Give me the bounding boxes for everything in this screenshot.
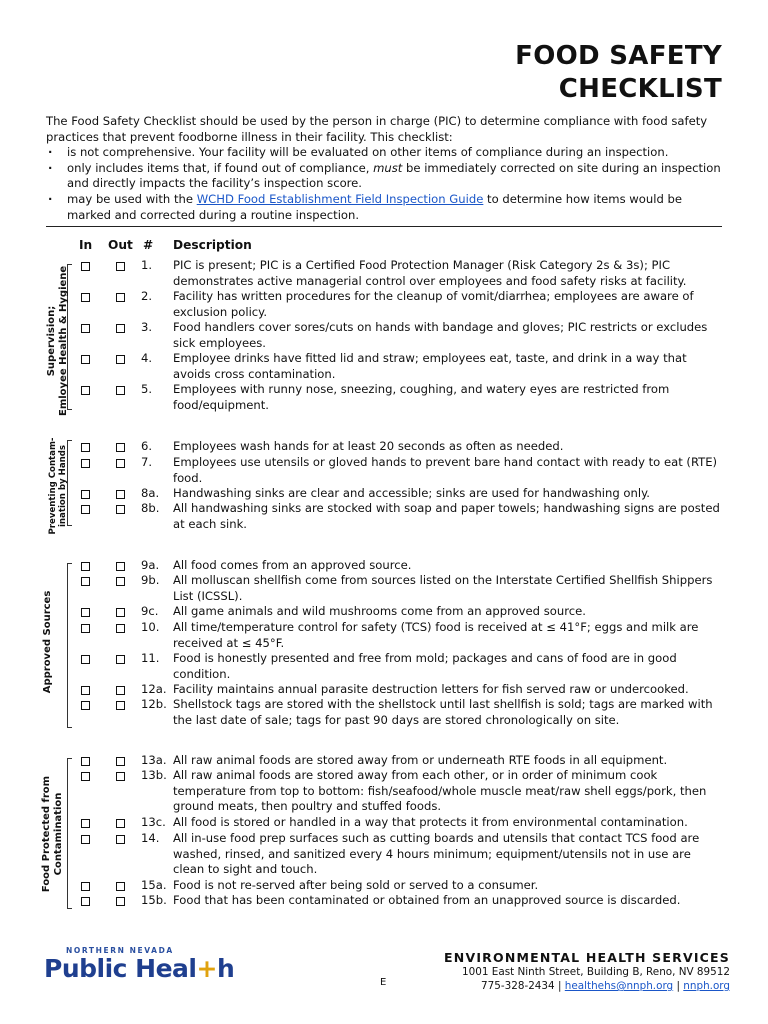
bullet-emphasis: must [373,160,403,175]
bullet-text: may be used with the [67,191,197,206]
divider [46,226,722,227]
item-description: Employees use utensils or gloved hands to prevent bare hand contact with ready to eat (RTE) food. [173,455,718,485]
separator: | [676,980,680,992]
org-name: ENVIRONMENTAL HEALTH SERVICES [444,950,730,965]
in-checkbox[interactable] [81,262,90,271]
title-line-1: FOOD SAFETY [515,41,722,71]
section-label-line: Supervision; [46,305,57,377]
intro-bullet [46,192,726,223]
out-checkbox[interactable] [116,577,125,586]
out-checkbox[interactable] [116,608,125,617]
address: 1001 East Ninth Street, Building B, Reno, NV 89512 [462,966,730,978]
in-checkbox[interactable] [81,882,90,891]
out-checkbox[interactable] [116,262,125,271]
item-description: All molluscan shellfish come from sources listed on the Interstate Certified Shellfish Shippers List (ICSSL). [173,573,713,603]
out-checkbox[interactable] [116,686,125,695]
in-checkbox[interactable] [81,819,90,828]
intro-bullet [46,145,726,161]
inspection-guide-link[interactable]: WCHD Food Establishment Field Inspection Guide [196,191,484,206]
item-number: 3. [141,320,153,334]
title-line-2: CHECKLIST [558,74,722,104]
item-number: 13c. [141,815,166,829]
logo-text-end: h [216,954,235,983]
item-description: Food is honestly presented and free from mold; packages and cans of food are in good condition. [173,651,677,681]
out-checkbox[interactable] [116,293,125,302]
item-description: All raw animal foods are stored away from or underneath RTE foods in all equipment. [173,753,668,767]
section-label [46,266,70,416]
item-description: Shellstock tags are stored with the shellstock until last shellfish is sold; tags are marked with the last date of sale; tags for past 90 days are stored chronologically on site. [173,697,713,727]
item-description: All food is stored or handled in a way that protects it from environmental contamination. [173,815,688,829]
section-label-line: ination by Hands [58,444,68,528]
out-checkbox[interactable] [116,562,125,571]
logo-region: NORTHERN NEVADA [66,946,174,955]
section-label [48,436,68,536]
section-label [42,582,54,702]
item-number: 1. [141,258,153,272]
in-checkbox[interactable] [81,757,90,766]
out-checkbox[interactable] [116,355,125,364]
section-label-line: Approved Sources [42,590,53,694]
contact-line [444,979,730,993]
in-checkbox[interactable] [81,443,90,452]
page-letter: E [380,977,387,988]
item-description: Employee drinks have fitted lid and straw; employees eat, taste, and drink in a way that avoids cross contamination. [173,351,687,381]
in-checkbox[interactable] [81,459,90,468]
item-number: 13a. [141,753,167,767]
item-description: Food handlers cover sores/cuts on hands with bandage and gloves; PIC restricts or excludes sick employees. [173,320,708,350]
item-number: 9a. [141,558,160,572]
item-number: 15a. [141,878,167,892]
website-link[interactable]: nnph.org [683,980,730,992]
col-header-out: Out [108,238,133,252]
item-description: All game animals and wild mushrooms come from an approved source. [173,604,586,618]
nnph-logo [44,946,234,983]
out-checkbox[interactable] [116,701,125,710]
item-description: All time/temperature control for safety (TCS) food is received at ≤ 41°F; eggs and milk are received at ≤ 45°F. [173,620,699,650]
out-checkbox[interactable] [116,386,125,395]
in-checkbox[interactable] [81,772,90,781]
col-header-in: In [79,238,93,252]
item-number: 9b. [141,573,160,587]
item-description: Handwashing sinks are clear and accessible; sinks are used for handwashing only. [173,486,650,500]
bullet-text: be immediately corrected on site during an inspection and directly impacts the facility’s inspection score. [67,160,721,191]
item-number: 4. [141,351,153,365]
out-checkbox[interactable] [116,655,125,664]
item-number: 5. [141,382,153,396]
out-checkbox[interactable] [116,757,125,766]
bullet-text: only includes items that, if found out of compliance, [67,160,374,175]
in-checkbox[interactable] [81,490,90,499]
out-checkbox[interactable] [116,772,125,781]
in-checkbox[interactable] [81,701,90,710]
item-number: 14. [141,831,160,845]
item-description: PIC is present; PIC is a Certified Food Protection Manager (Risk Category 2s & 3s); PIC demonstrates active managerial control over employees and food safety risks at facility. [173,258,687,288]
in-checkbox[interactable] [81,608,90,617]
item-description: Facility has written procedures for the cleanup of vomit/diarrhea; employees are aware of exclusion policy. [173,289,694,319]
intro-bullets [46,145,726,223]
in-checkbox[interactable] [81,686,90,695]
intro-paragraph: The Food Safety Checklist should be used by the person in charge (PIC) to determine compliance with food safety practices that prevent foodborne illness in their facility. This checklist: [46,114,708,144]
section-bracket [67,758,72,909]
item-number: 9c. [141,604,159,618]
item-description: All raw animal foods are stored away from each other, or in order of minimum cook temperature from top to bottom: fish/seafood/whole muscle meat/raw shell eggs/pork, then ground meats, then poultry and stuffed foods. [173,768,707,814]
out-checkbox[interactable] [116,835,125,844]
item-number: 6. [141,439,153,453]
logo-text: Public Heal [44,954,197,983]
separator: | [557,980,562,992]
item-description: Food that has been contaminated or obtained from an unapproved source is discarded. [173,893,681,907]
item-number: 12b. [141,697,167,711]
page-title [515,40,722,106]
bullet-text: to determine how items would be marked and corrected during a routine inspection. [67,191,682,222]
section-label-line: Emloyee Health & Hygiene [58,265,69,416]
item-number: 13b. [141,768,167,782]
out-checkbox[interactable] [116,819,125,828]
in-checkbox[interactable] [81,293,90,302]
logo-wordmark [44,955,234,983]
item-number: 12a. [141,682,167,696]
item-description: Employees wash hands for at least 20 seconds as often as needed. [173,439,564,453]
out-checkbox[interactable] [116,624,125,633]
col-header-description: Description [173,238,252,252]
in-checkbox[interactable] [81,386,90,395]
item-number: 2. [141,289,153,303]
item-number: 7. [141,455,153,469]
item-description: All handwashing sinks are stocked with soap and paper towels; handwashing signs are posted at each sink. [173,501,720,531]
bullet-text: is not comprehensive. Your facility will be evaluated on other items of compliance during an inspection. [67,145,669,160]
out-checkbox[interactable] [116,882,125,891]
item-number: 10. [141,620,160,634]
in-checkbox[interactable] [81,624,90,633]
item-description: Facility maintains annual parasite destruction letters for fish served raw or undercooked. [173,682,689,696]
section-label-line: Preventing Contam- [48,437,58,535]
item-description: All in-use food prep surfaces such as cutting boards and utensils that contact TCS food are washed, rinsed, and sanitized every 4 hours minimum; equipment/utensils not in use are clean to sight and touch. [173,831,700,877]
in-checkbox[interactable] [81,655,90,664]
in-checkbox[interactable] [81,324,90,333]
in-checkbox[interactable] [81,355,90,364]
phone: 775-328-2434 [481,980,555,992]
intro [46,114,726,223]
in-checkbox[interactable] [81,562,90,571]
in-checkbox[interactable] [81,897,90,906]
out-checkbox[interactable] [116,505,125,514]
section-label-line: Food Protected from [41,775,52,893]
section-bracket [67,563,72,728]
email-link[interactable]: healthehs@nnph.org [564,980,674,992]
item-description: Employees with runny nose, sneezing, coughing, and watery eyes are restricted from food/equipment. [173,382,670,412]
section-label-line: Contamination [53,792,64,876]
col-header-num: # [143,238,154,252]
out-checkbox[interactable] [116,324,125,333]
out-checkbox[interactable] [116,897,125,906]
intro-bullet [46,161,726,192]
in-checkbox[interactable] [81,577,90,586]
out-checkbox[interactable] [116,490,125,499]
item-number: 15b. [141,893,167,907]
section-label [41,767,65,901]
item-number: 11. [141,651,160,665]
out-checkbox[interactable] [116,459,125,468]
item-number: 8b. [141,501,160,515]
item-description: All food comes from an approved source. [173,558,412,572]
logo-plus: + [196,954,217,983]
item-description: Food is not re-served after being sold or served to a consumer. [173,878,539,892]
in-checkbox[interactable] [81,835,90,844]
in-checkbox[interactable] [81,505,90,514]
footer-contact [444,950,730,993]
item-number: 8a. [141,486,160,500]
out-checkbox[interactable] [116,443,125,452]
